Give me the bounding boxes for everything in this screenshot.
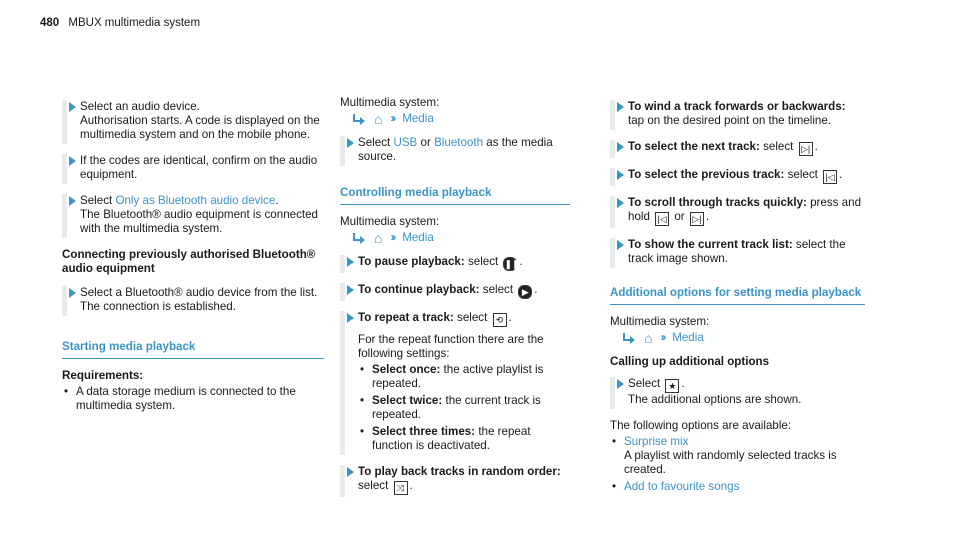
list-item: • Surprise mix A playlist with randomly selected tracks is created. [624,435,865,477]
step-arrow-icon [617,142,624,152]
step-scroll: To scroll through tracks quickly: press and hold |◁ or ▷| . [610,196,865,226]
step-arrow-icon [347,313,354,323]
play-icon: ▶ [518,285,532,299]
repeat-settings-list [358,363,570,453]
step-pause: To pause playback: select ❚❚. [340,255,570,271]
list-item: • A data storage medium is connected to the multimedia system. [76,385,324,413]
return-arrow-icon [622,333,636,343]
bluetooth-link[interactable]: Bluetooth [434,136,484,149]
pause-icon: ❚❚ [504,259,520,269]
step-arrow-icon [347,257,354,267]
step-arrow-icon [617,170,624,180]
section-controlling-playback: Controlling media playback [340,186,570,205]
step-show-list: To show the current track list: select the track image shown. [610,238,865,266]
return-arrow-icon [352,233,366,243]
menu-path [340,231,570,245]
column-1 [62,100,324,416]
page-number: 480 [40,17,60,29]
step-select-device: Select an audio device. Authorisation starts. A code is displayed on the multimedia system and on the mobile phone. [62,100,324,142]
step-arrow-icon [347,138,354,148]
media-link[interactable]: Media [672,331,704,344]
repeat-icon: ⟲ [493,313,507,327]
skip-previous-icon: |◁ [655,212,669,226]
skip-next-icon: ▷| [799,142,813,156]
step-random: To play back tracks in random order: select ⤨ . [340,465,570,495]
heading-connect: Connecting previously authorised Bluetooth® audio equipment [62,248,316,275]
step-wind: To wind a track forwards or backwards: tap on the desired point on the timeline. [610,100,865,128]
star-icon: ★ [665,379,679,393]
step-select-star: Select ★ . The additional options are shown. [610,377,865,407]
step-next: To select the next track: select ▷| . [610,140,865,156]
list-item: • Select three times: the repeat function is deactivated. [372,425,570,453]
heading-additional: Calling up additional options [610,355,770,368]
step-arrow-icon [347,285,354,295]
page-header [40,16,200,30]
return-arrow-icon [352,114,366,124]
step-arrow-icon [69,196,76,206]
step-select-source: Select USB or Bluetooth as the media source. [340,136,570,164]
section-starting-playback: Starting media playback [62,340,324,359]
skip-next-icon: ▷| [690,212,704,226]
usb-link[interactable]: USB [393,136,418,149]
step-arrow-icon [347,467,354,477]
menu-path [340,112,570,126]
media-link[interactable]: Media [402,112,434,125]
section-additional-options: Additional options for setting media playback [610,286,865,305]
step-previous: To select the previous track: select |◁ . [610,168,865,184]
shuffle-icon: ⤨ [394,481,408,495]
home-icon: ⌂ [374,230,383,246]
options-list [610,435,865,494]
skip-previous-icon: |◁ [823,170,837,184]
surprise-mix-link[interactable]: Surprise mix [624,435,689,448]
step-arrow-icon [617,102,624,112]
requirements-list [62,385,324,413]
step-arrow-icon [69,156,76,166]
step-arrow-icon [617,379,624,389]
home-icon: ⌂ [374,111,383,127]
requirements-label: Requirements: [62,369,144,382]
step-arrow-icon [69,102,76,112]
page-title: MBUX multimedia system [68,17,201,29]
step-continue: To continue playback: select ▶ . [340,283,570,299]
column-3: To wind a track forwards or backwards: tap on the desired point on the timeline. To select the next track: select ▷| . To select the previous track: select |◁ . To scroll through tracks quickly: press and hold |◁ or ▷| . To show the current track list: select the track image shown. Additional options for setting media playback Multimedia system: ⌂ ›› Media Calling up additional options Select ★ . The additional options are shown. The following options are available: • Surprise mix A playlist with randomly selected tracks is created. • Add to favourite songs [610,100,865,497]
step-only-audio: Select Only as Bluetooth audio device. The Bluetooth® audio equipment is connected with the multimedia system. [62,194,324,236]
step-confirm: If the codes are identical, confirm on the audio equipment. [62,154,324,182]
list-item: • Select once: the active playlist is repeated. [372,363,570,391]
media-link[interactable]: Media [402,231,434,244]
menu-path [610,331,865,345]
step-arrow-icon [69,288,76,298]
step-arrow-icon [617,198,624,208]
double-chevron-icon: ›› [390,231,395,244]
add-favourite-link[interactable]: Add to favourite songs [624,480,740,493]
home-icon: ⌂ [644,330,653,346]
double-chevron-icon: ›› [660,331,665,344]
step-arrow-icon [617,240,624,250]
step-repeat: To repeat a track: select ⟲ . For the repeat function there are the following settings: • Select once: the active playlist is repeated. • Select twice: the current track is repeated. • Select three times: the repeat function is deactivated. [340,311,570,453]
only-audio-link[interactable]: Only as Bluetooth audio device [115,194,276,207]
step-select-bt: Select a Bluetooth® audio device from the list. The connection is established. [62,286,324,314]
column-2: Multimedia system: ⌂ ›› Media Select USB or Bluetooth as the media source. Controlling media playback Multimedia system: ⌂ ›› Media To pause playback: select ❚❚. To continue playback: select ▶ . To repeat a track: select ⟲ . For the repeat function there are the following settings: • Select once: the active playlist is repeated. • Select twice: the current track is repeated. • Select three times: the repeat function is deactivated. To play back tracks in random order: select ⤨ . [340,96,570,507]
list-item: • Select twice: the current track is repeated. [372,394,570,422]
list-item [624,480,865,494]
double-chevron-icon: ›› [390,112,395,125]
